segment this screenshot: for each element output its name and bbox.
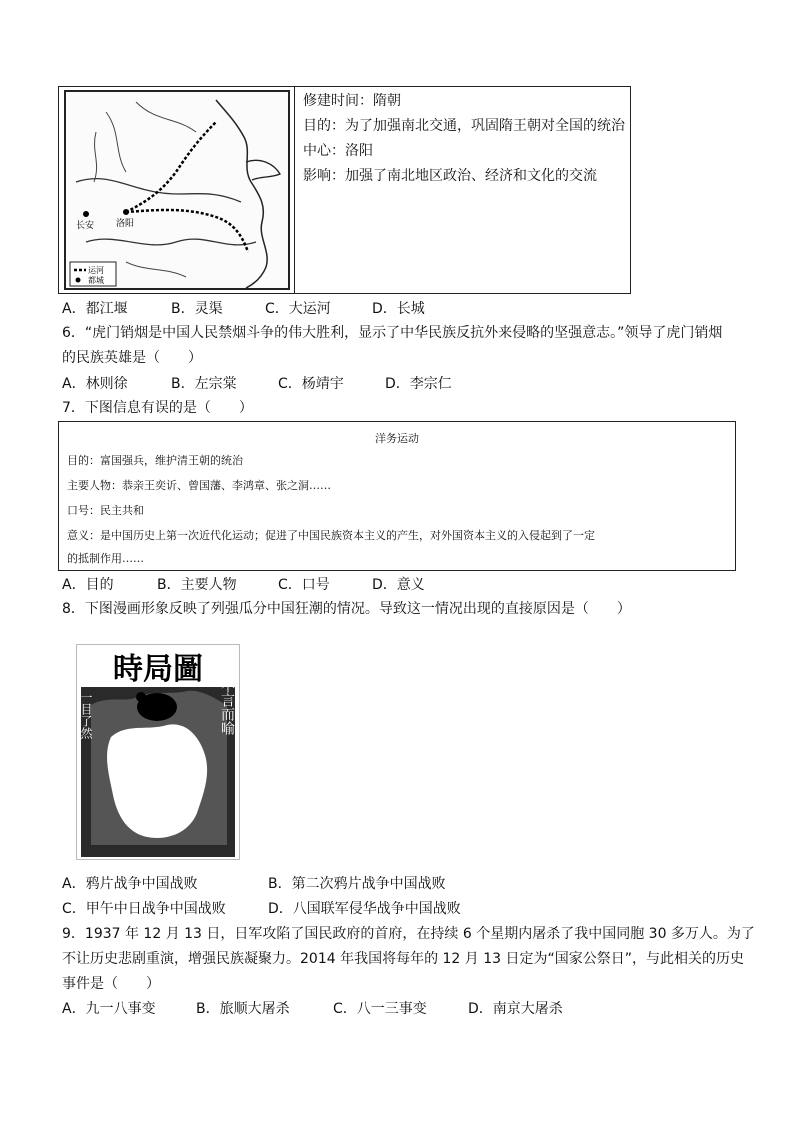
q5-info-impact: 影响：加强了南北地区政治、经济和文化的交流 <box>303 168 597 184</box>
q9-stem-line2: 不让历史悲剧重演，增强民族凝聚力。2014 年我国将每年的 12 月 13 日定为“国家公祭日”，与此相关的历史 <box>62 951 745 967</box>
q7-option-a[interactable]: A．目的 <box>62 577 114 593</box>
river-west <box>94 132 97 182</box>
q9-stem-line3: 事件是（ ） <box>62 976 160 992</box>
q8-option-d[interactable]: D．八国联军侵华战争中国战败 <box>268 901 461 917</box>
q9-option-c[interactable]: C．八一三事变 <box>333 1001 427 1017</box>
coastline <box>216 100 267 288</box>
peninsula <box>246 160 280 180</box>
luoyang-label: 洛阳 <box>116 219 135 229</box>
q5-info-time: 修建时间：隋朝 <box>303 93 401 109</box>
q7-row-slogan: 口号：民主共和 <box>67 504 144 517</box>
q5-info-center: 中心：洛阳 <box>303 143 373 159</box>
q5-option-a[interactable]: A．都江堰 <box>62 301 128 317</box>
river-south <box>126 262 186 277</box>
q5-info-purpose: 目的：为了加强南北交通，巩固隋王朝对全国的统治 <box>303 118 625 134</box>
q5-option-b[interactable]: B．灵渠 <box>171 301 223 317</box>
legend-capital-symbol <box>76 278 81 283</box>
q6-option-d[interactable]: D．李宗仁 <box>385 376 452 392</box>
shiju-tu-cartoon <box>76 644 240 860</box>
cartoon-side-text: 不言而喻 <box>219 679 235 735</box>
legend-capital-label: 都城 <box>88 276 104 285</box>
changan-label: 长安 <box>76 221 95 231</box>
q6-stem-line2: 的民族英雄是（ ） <box>62 350 202 366</box>
q7-stem: 7．下图信息有误的是（ ） <box>62 400 253 416</box>
map-drawing <box>66 92 288 288</box>
river-ne <box>136 102 196 132</box>
canal-north <box>126 122 216 212</box>
q5-option-d[interactable]: D．长城 <box>372 301 425 317</box>
q9-option-a[interactable]: A．九一八事变 <box>62 1001 156 1017</box>
q9-stem-line1: 9．1937 年 12 月 13 日，日军攻陷了国民政府的首府，在持续 6 个星期内屠杀了我中国同胞 30 多万人。为了 <box>62 926 755 942</box>
q6-stem-line1: 6．“虎门销烟是中国人民禁烟斗争的伟大胜利，显示了中华民族反抗外来侵略的坚强意志。”领导了虎门销烟 <box>62 325 723 341</box>
q7-info-table <box>58 421 736 571</box>
cartoon-left-text: 一目了然 <box>79 691 93 739</box>
q7-option-c[interactable]: C．口号 <box>278 577 330 593</box>
q7-option-d[interactable]: D．意义 <box>372 577 425 593</box>
yangtze-river <box>86 239 256 245</box>
q8-option-a[interactable]: A．鸦片战争中国战败 <box>62 876 198 892</box>
q5-table-divider <box>294 86 295 294</box>
q6-option-a[interactable]: A．林则徐 <box>62 376 128 392</box>
q7-row-significance-cont: 的抵制作用…… <box>67 552 144 565</box>
luoyang-dot <box>123 209 129 215</box>
q9-option-b[interactable]: B．旅顺大屠杀 <box>196 1001 290 1017</box>
cartoon-title: 時局圖 <box>113 652 203 687</box>
river-north <box>106 112 126 172</box>
grand-canal-map <box>64 90 290 290</box>
q7-option-b[interactable]: B．主要人物 <box>157 577 237 593</box>
q6-option-c[interactable]: C．杨靖宇 <box>278 376 344 392</box>
q8-stem: 8．下图漫画形象反映了列强瓜分中国狂潮的情况。导致这一情况出现的直接原因是（ ） <box>62 601 631 617</box>
q8-option-b[interactable]: B．第二次鸦片战争中国战败 <box>268 876 446 892</box>
yellow-river <box>76 179 241 202</box>
canal-south <box>126 210 248 252</box>
q6-option-b[interactable]: B．左宗棠 <box>171 376 237 392</box>
bear-head <box>136 692 146 702</box>
q9-option-d[interactable]: D．南京大屠杀 <box>468 1001 563 1017</box>
changan-dot <box>83 211 89 217</box>
q7-row-purpose: 目的：富国强兵，维护清王朝的统治 <box>67 454 243 467</box>
cartoon-drawing <box>77 645 239 859</box>
q8-option-c[interactable]: C．甲午中日战争中国战败 <box>62 901 226 917</box>
q7-row-people: 主要人物：恭亲王奕䜣、曾国藩、李鸿章、张之洞…… <box>67 479 331 492</box>
q7-row-significance: 意义：是中国历史上第一次近代化运动；促进了中国民族资本主义的产生，对外国资本主义的入侵起到了一定 <box>67 529 595 542</box>
q7-table-title: 洋务运动 <box>375 432 419 445</box>
q5-option-c[interactable]: C．大运河 <box>265 301 331 317</box>
legend-canal-label: 运河 <box>88 266 104 275</box>
